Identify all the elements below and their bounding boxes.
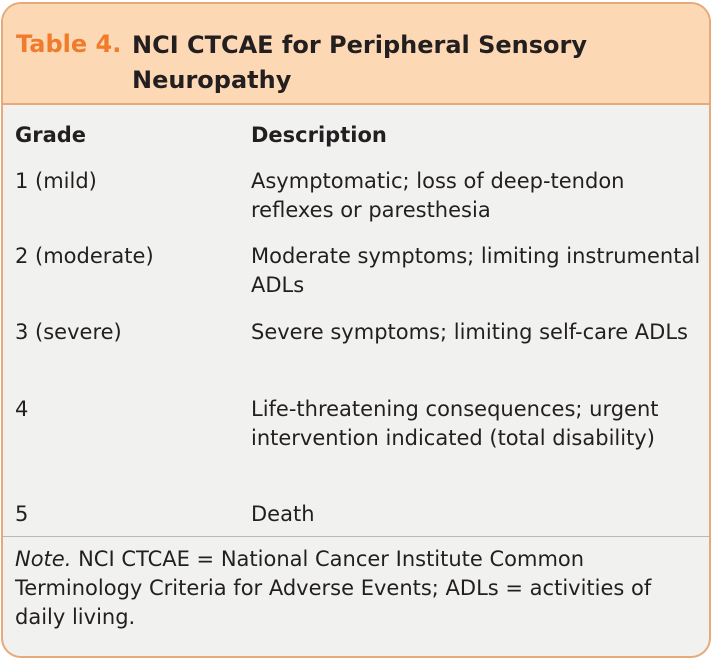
description-cell: Life-threatening consequences; urgent intervention indicated (total disability): [251, 397, 659, 450]
column-header-description: Description: [251, 123, 387, 147]
table-header: [3, 4, 709, 105]
note-text: NCI CTCAE = National Cancer Institute Common Terminology Criteria for Adverse Events; ADLs = activities of daily living.: [15, 547, 652, 629]
column-header-grade: Grade: [15, 123, 87, 147]
note-divider: [3, 536, 709, 537]
table-note: [15, 545, 695, 632]
description-cell: Severe symptoms; limiting self-care ADLs: [251, 320, 688, 344]
table-title: NCI CTCAE for Peripheral Sensory Neuropathy: [132, 31, 588, 94]
table-card: [1, 2, 711, 658]
grade-cell: 1 (mild): [15, 169, 97, 193]
description-cell: Moderate symptoms; limiting instrumental ADLs: [251, 244, 701, 297]
note-prefix: Note.: [15, 547, 72, 571]
grade-cell: 3 (severe): [15, 320, 122, 344]
table-label: Table 4.: [16, 30, 122, 58]
grade-cell: 4: [15, 397, 29, 421]
description-cell: Death: [251, 502, 315, 526]
grade-cell: 2 (moderate): [15, 244, 154, 268]
grade-cell: 5: [15, 502, 29, 526]
description-cell: Asymptomatic; loss of deep-tendon reflexes or paresthesia: [251, 169, 625, 222]
